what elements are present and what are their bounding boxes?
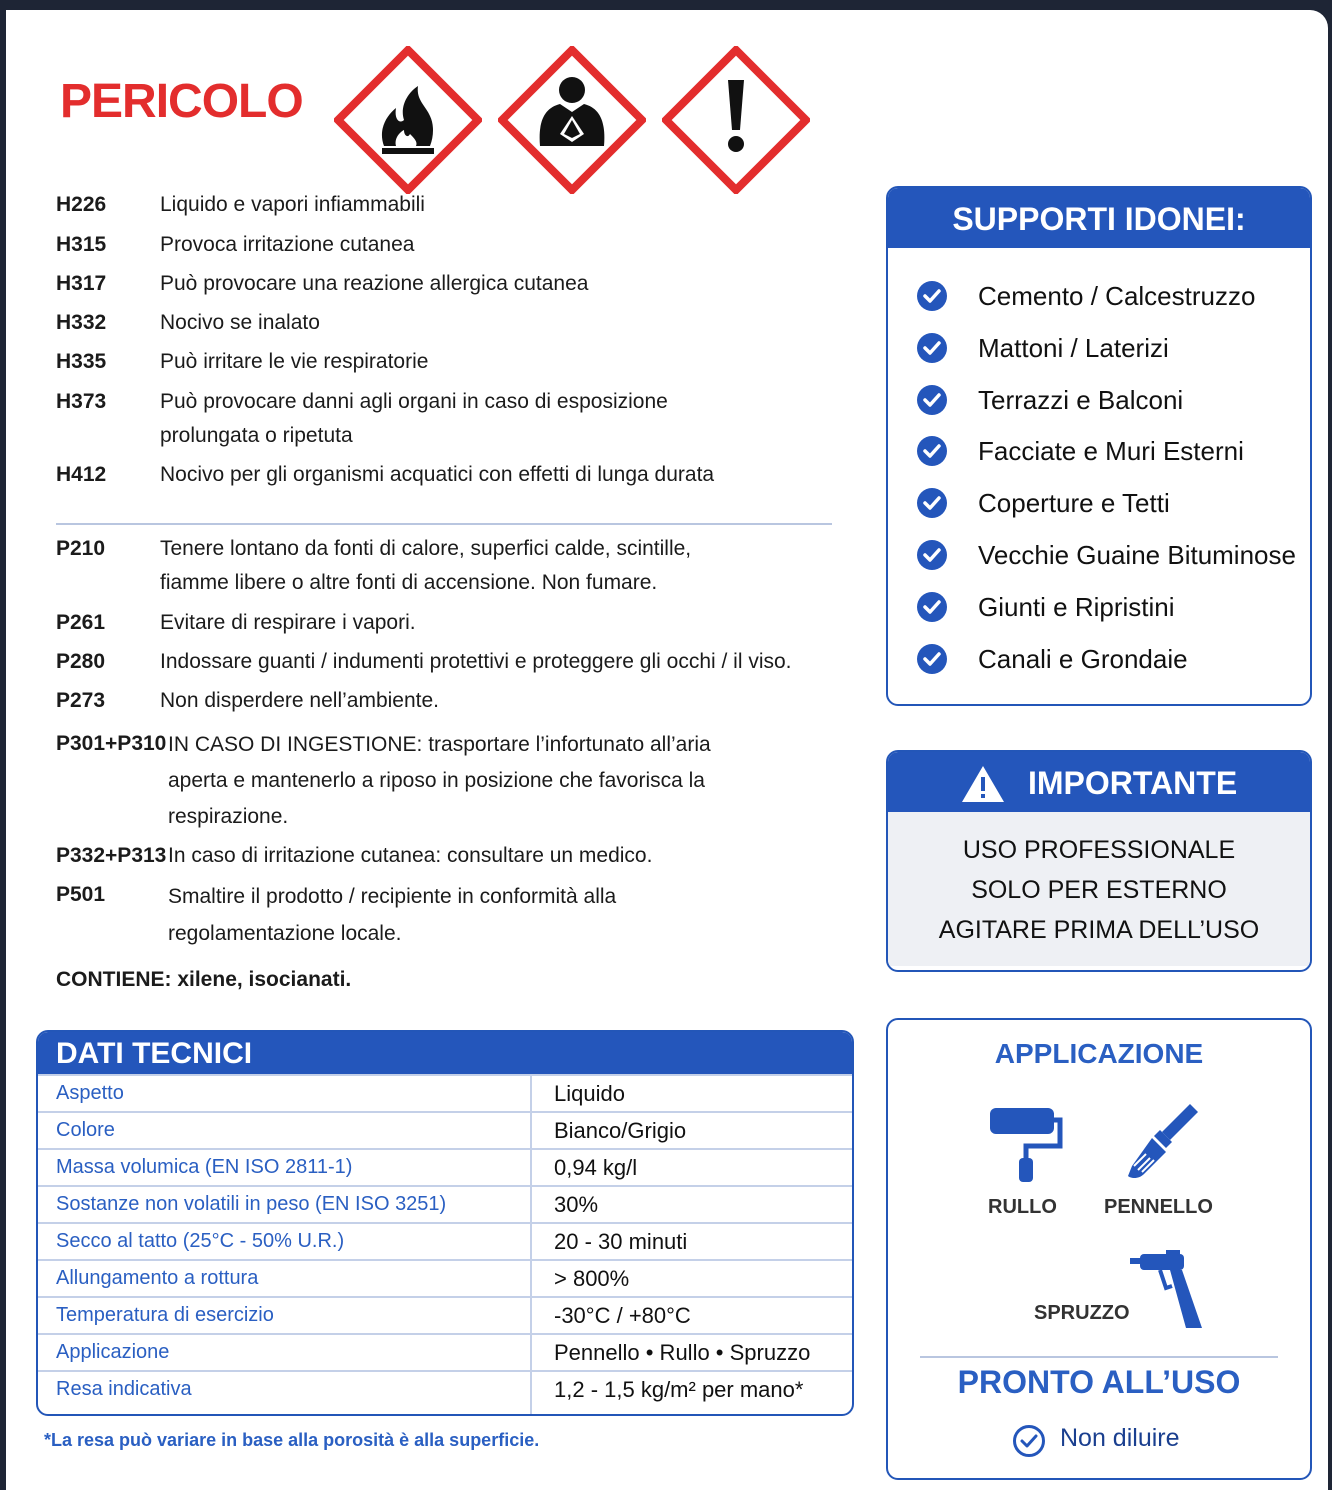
- table-row: Resa indicativa 1,2 - 1,5 kg/m² per mano*: [38, 1370, 852, 1409]
- check-circle-icon: [916, 539, 948, 571]
- check-circle-icon: [916, 435, 948, 467]
- important-box: [886, 750, 1312, 972]
- tool-label: SPRUZZO: [1034, 1302, 1130, 1324]
- application-title: APPLICAZIONE: [994, 1038, 1204, 1069]
- check-circle-icon: [916, 643, 948, 675]
- ready-to-use-title: PRONTO ALL’USO: [957, 1364, 1241, 1400]
- section-divider: [920, 1356, 1278, 1358]
- section-divider: [56, 523, 832, 525]
- table-row: Secco al tatto (25°C - 50% U.R.) 20 - 30 minuti: [38, 1222, 852, 1261]
- do-not-dilute-note: Non diluire: [1060, 1424, 1180, 1452]
- technical-data-table: [36, 1030, 854, 1416]
- tool-label: PENNELLO: [1104, 1196, 1213, 1218]
- exclamation-icon: [662, 46, 810, 194]
- check-circle-icon: [916, 384, 948, 416]
- paintbrush-icon: [1124, 1100, 1204, 1184]
- health-hazard-icon: [498, 46, 646, 194]
- supports-title: SUPPORTI IDONEI:: [888, 188, 1310, 248]
- important-line: SOLO PER ESTERNO: [971, 876, 1227, 904]
- table-row: Massa volumica (EN ISO 2811-1) 0,94 kg/l: [38, 1148, 852, 1187]
- footnote: *La resa può variare in base alla porosità è alla superficie.: [44, 1430, 540, 1450]
- spray-gun-icon: [1126, 1248, 1210, 1332]
- signal-word: PERICOLO: [60, 75, 303, 128]
- important-body: [888, 812, 1310, 966]
- label-page: PERICOLO H226 Liquido e vapori infiammabili H315 Provoca irritazione cutanea H317 Può provocare una reazione allergica cutanea H332 Nocivo se inalato H335 Può irritare le vie respiratorie H373 Può provocare danni agli organi in caso di esposizione prolungata o ripetuta H412 Nocivo per gli organismi acquatici con effetti di lunga durata P210 Tenere lontano da fonti di calore, superfici calde, scintille, fiamme libere o altre fonti di accensione. Non fumare. P261 Evitare di respirare i vapori. P280 Indossare guanti / indumenti protettivi e proteggere gli occhi / il viso. P273 Non disperdere nell’ambiente. P301+P310 IN CASO DI INGESTIONE: trasportare l’infortunato all’aria aperta e mantenerlo a riposo in posizione che favorisca la respirazione. P332+P313 In caso di irritazione cutanea: consultare un medico. P501 Smaltire il prodotto / recipiente in conformità alla regolamentazione locale. CONTIENE: xilene, isocianati. DATI TECNICI Aspetto Liquido Colore Bianco/Grigio Massa volumica (EN ISO 2811-1) 0,94 kg/l Sostanze non volatili in peso (EN ISO 3251) 30% Secco al tatto (25°C - 50% U.R.) 20 - 30 minuti Allungamento a rottura > 800% Temperatura di esercizio -30°C / +80°C Applicazione Pennello • Rullo • Spruzzo Resa indicativa 1,2 - 1,5 kg/m² per mano* *La resa può variare in base alla porosità è alla superficie. SUPPORTI IDONEI: Cemento / Calcestruzzo Mattoni / Laterizi Terrazzi e Balconi Facciate e Muri Esterni Coperture e Tetti Vecchie Guaine Bituminose Giunti e Ripristini Canali e Grondaie IMPORTANTE USO PROFESSIONALE SOLO PER ESTERNO AGITARE PRIMA DELL’USO APPLICAZIONE RULLO PENNELLO SPRUZZO PRONTO ALL’USO Non diluire: [6, 10, 1328, 1490]
- table-row: Temperatura di esercizio -30°C / +80°C: [38, 1296, 852, 1335]
- table-row: Aspetto Liquido: [38, 1074, 852, 1113]
- table-row: Applicazione Pennello • Rullo • Spruzzo: [38, 1333, 852, 1372]
- check-circle-icon: [916, 280, 948, 312]
- warning-icon: [960, 764, 1006, 804]
- important-header: [888, 752, 1310, 812]
- important-line: AGITARE PRIMA DELL’USO: [938, 916, 1260, 944]
- check-circle-icon: [916, 332, 948, 364]
- application-box: [886, 1018, 1312, 1480]
- tool-label: RULLO: [988, 1196, 1057, 1218]
- important-title: IMPORTANTE: [1028, 765, 1238, 801]
- technical-data-title: DATI TECNICI: [38, 1032, 852, 1074]
- supports-box: SUPPORTI IDONEI: Cemento / Calcestruzzo Mattoni / Laterizi Terrazzi e Balconi Facciate e Muri Esterni Coperture e Tetti Vecchie Guaine Bituminose Giunti e Ripristini Canali e Grondaie: [886, 186, 1312, 706]
- important-line: USO PROFESSIONALE: [962, 836, 1236, 864]
- table-row: Sostanze non volatili in peso (EN ISO 3251) 30%: [38, 1185, 852, 1224]
- table-row: Allungamento a rottura > 800%: [38, 1259, 852, 1298]
- check-circle-outline-icon: [1012, 1424, 1046, 1458]
- flame-icon: [334, 46, 482, 194]
- check-circle-icon: [916, 487, 948, 519]
- table-row: Colore Bianco/Grigio: [38, 1111, 852, 1150]
- check-circle-icon: [916, 591, 948, 623]
- paint-roller-icon: [986, 1102, 1066, 1184]
- contains-line: CONTIENE: xilene, isocianati.: [56, 968, 352, 991]
